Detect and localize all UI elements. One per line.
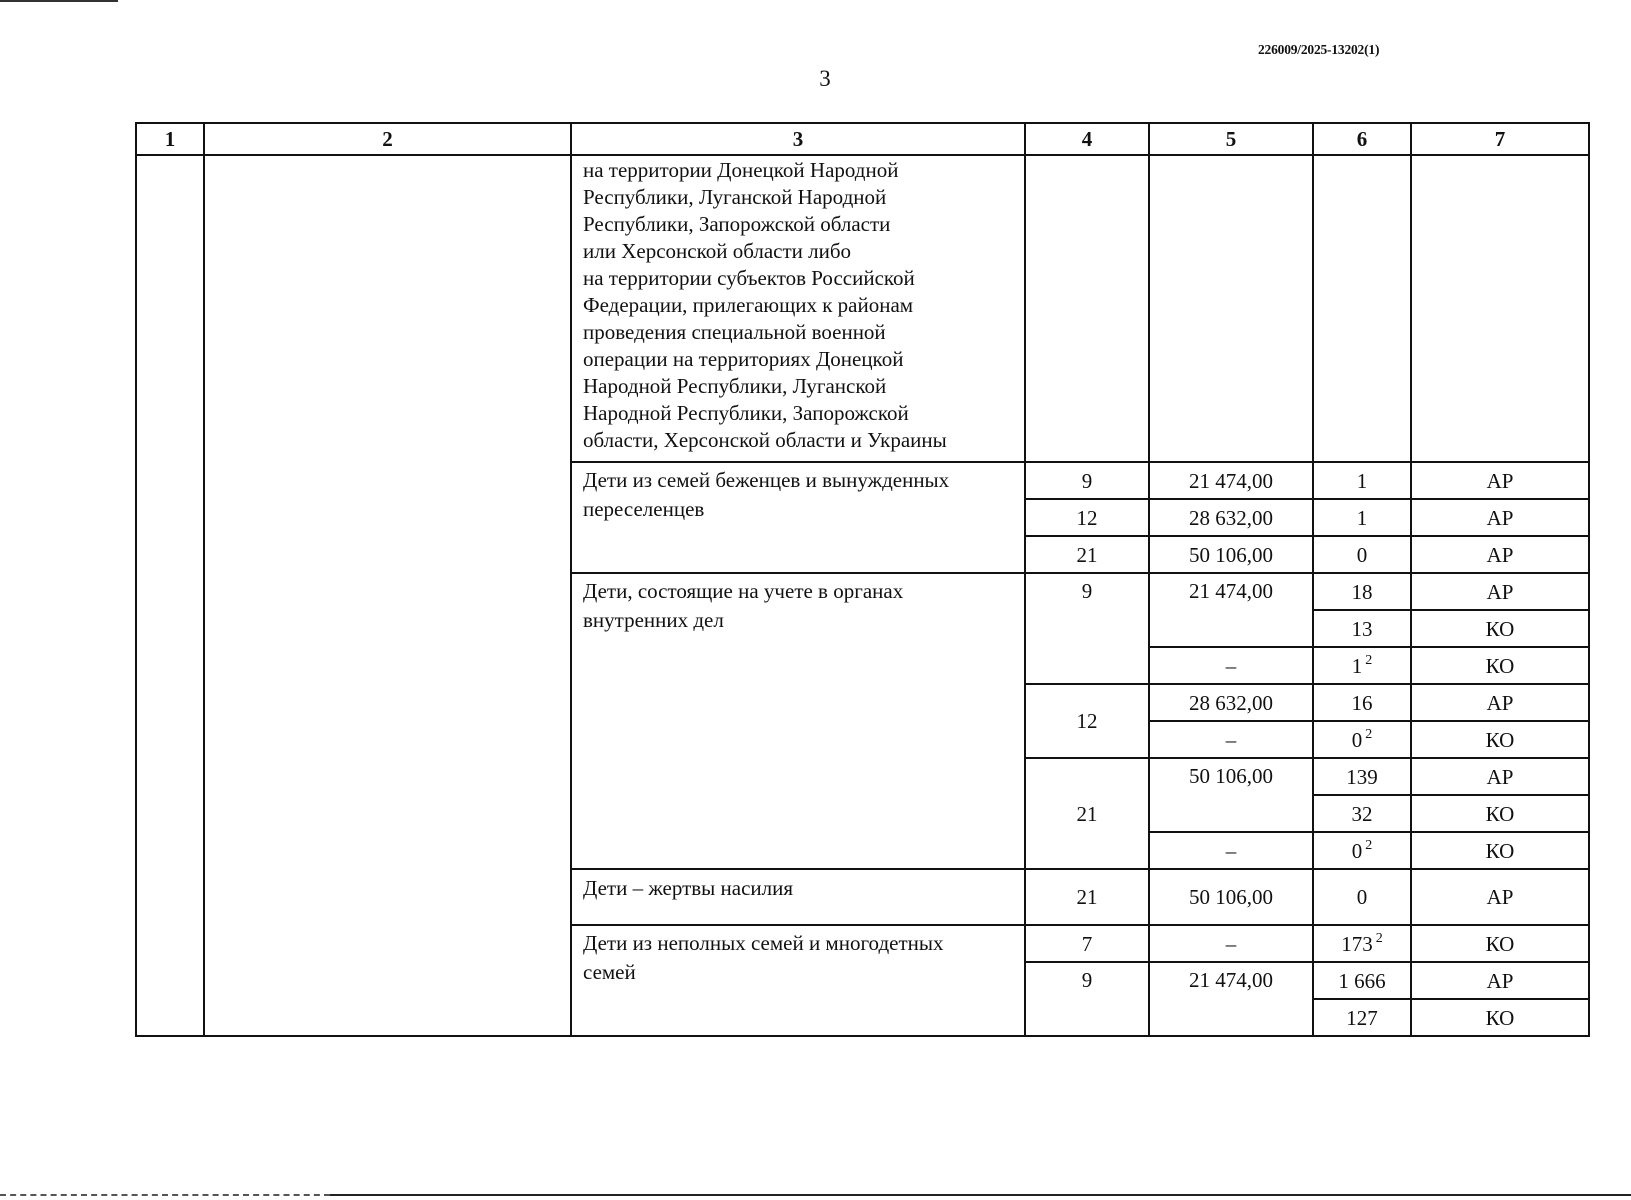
col4-cell: 7 bbox=[1025, 925, 1149, 962]
col6-cell: 0 bbox=[1313, 869, 1411, 925]
col4-cell: 9 bbox=[1025, 462, 1149, 499]
col5-cell: 50 106,00 bbox=[1149, 536, 1313, 573]
header-row bbox=[136, 123, 1589, 155]
col6-cell: 13 bbox=[1313, 610, 1411, 647]
col6-cell: 1 bbox=[1313, 499, 1411, 536]
col5-cell: 21 474,00 bbox=[1149, 462, 1313, 499]
column-header-6: 6 bbox=[1313, 123, 1411, 155]
col6-cell: 127 bbox=[1313, 999, 1411, 1036]
col7-cell: АР bbox=[1411, 573, 1589, 610]
category-cell: Дети из семей беженцев и вынужденных переселенцев bbox=[571, 462, 1025, 573]
col6-cell bbox=[1313, 832, 1411, 869]
col6-cell: 1 666 bbox=[1313, 962, 1411, 999]
category-cell: Дети из неполных семей и многодетных семей bbox=[571, 925, 1025, 1036]
col6-cell: 32 bbox=[1313, 795, 1411, 832]
column-header-7: 7 bbox=[1411, 123, 1589, 155]
col7-cell: АР bbox=[1411, 462, 1589, 499]
col4-cell: 21 bbox=[1025, 758, 1149, 869]
col5-cell: – bbox=[1149, 832, 1313, 869]
col5-cell: 21 474,00 bbox=[1149, 573, 1313, 647]
col5-cell: – bbox=[1149, 925, 1313, 962]
col7-cell: АР bbox=[1411, 536, 1589, 573]
empty-cell bbox=[1025, 155, 1149, 462]
document-number: 226009/2025-13202(1) bbox=[1258, 42, 1380, 57]
col7-cell: КО bbox=[1411, 610, 1589, 647]
col7-cell: АР bbox=[1411, 684, 1589, 721]
col7-cell: КО bbox=[1411, 721, 1589, 758]
col4-cell: 12 bbox=[1025, 499, 1149, 536]
col6-cell bbox=[1313, 647, 1411, 684]
intro-text-cell: на территории Донецкой Народной Республики, Луганской Народной Республики, Запорожской области или Херсонской области либо на территории субъектов Российской Федерации, прилегающих к районам проведения специальной военной операции на территориях Донецкой Народной Республики, Луганской Народной Республики, Запорожской области, Херсонской области и Украины bbox=[571, 155, 1025, 462]
col6-cell: 18 bbox=[1313, 573, 1411, 610]
footnote-marker: 2 bbox=[1365, 837, 1373, 853]
col7-cell: АР bbox=[1411, 758, 1589, 795]
col7-cell: АР bbox=[1411, 869, 1589, 925]
scan-edge-line-bottom bbox=[330, 1194, 1631, 1196]
footnote-marker: 2 bbox=[1365, 726, 1373, 742]
col6-cell: 1 bbox=[1313, 462, 1411, 499]
category-cell: Дети, состоящие на учете в органах внутренних дел bbox=[571, 573, 1025, 869]
scan-edge-line-dashed bbox=[0, 1194, 330, 1196]
col4-cell: 21 bbox=[1025, 869, 1149, 925]
col5-cell: 21 474,00 bbox=[1149, 962, 1313, 1036]
count-value: 0 bbox=[1351, 838, 1363, 863]
col4-cell: 12 bbox=[1025, 684, 1149, 758]
col7-cell: КО bbox=[1411, 999, 1589, 1036]
data-table bbox=[135, 122, 1590, 1037]
col5-cell: 50 106,00 bbox=[1149, 869, 1313, 925]
col4-cell: 9 bbox=[1025, 962, 1149, 1036]
col6-cell: 139 bbox=[1313, 758, 1411, 795]
col6-cell bbox=[1313, 925, 1411, 962]
col7-cell: КО bbox=[1411, 832, 1589, 869]
count-value: 173 bbox=[1341, 931, 1373, 956]
table-row bbox=[136, 155, 1589, 462]
footnote-marker: 2 bbox=[1365, 652, 1373, 668]
col5-cell: – bbox=[1149, 721, 1313, 758]
count-value: 0 bbox=[1351, 727, 1363, 752]
empty-cell bbox=[1313, 155, 1411, 462]
column-1-cell bbox=[136, 155, 204, 1036]
empty-cell bbox=[1149, 155, 1313, 462]
col7-cell: КО bbox=[1411, 925, 1589, 962]
column-header-3: 3 bbox=[571, 123, 1025, 155]
col5-cell: 28 632,00 bbox=[1149, 684, 1313, 721]
empty-cell bbox=[1411, 155, 1589, 462]
page-number: 3 bbox=[819, 66, 831, 91]
col6-cell bbox=[1313, 721, 1411, 758]
col6-cell: 0 bbox=[1313, 536, 1411, 573]
col5-cell: 28 632,00 bbox=[1149, 499, 1313, 536]
count-value: 1 bbox=[1351, 653, 1363, 678]
col6-cell: 16 bbox=[1313, 684, 1411, 721]
scan-edge-line-top bbox=[0, 0, 118, 2]
col7-cell: АР bbox=[1411, 499, 1589, 536]
footnote-marker: 2 bbox=[1375, 930, 1383, 946]
column-header-4: 4 bbox=[1025, 123, 1149, 155]
col5-cell: 50 106,00 bbox=[1149, 758, 1313, 832]
col7-cell: АР bbox=[1411, 962, 1589, 999]
column-2-cell bbox=[204, 155, 571, 1036]
column-header-2: 2 bbox=[204, 123, 571, 155]
col5-cell: – bbox=[1149, 647, 1313, 684]
column-header-5: 5 bbox=[1149, 123, 1313, 155]
col4-cell: 21 bbox=[1025, 536, 1149, 573]
col7-cell: КО bbox=[1411, 795, 1589, 832]
column-header-1: 1 bbox=[136, 123, 204, 155]
category-cell: Дети – жертвы насилия bbox=[571, 869, 1025, 925]
col7-cell: КО bbox=[1411, 647, 1589, 684]
col4-cell: 9 bbox=[1025, 573, 1149, 684]
